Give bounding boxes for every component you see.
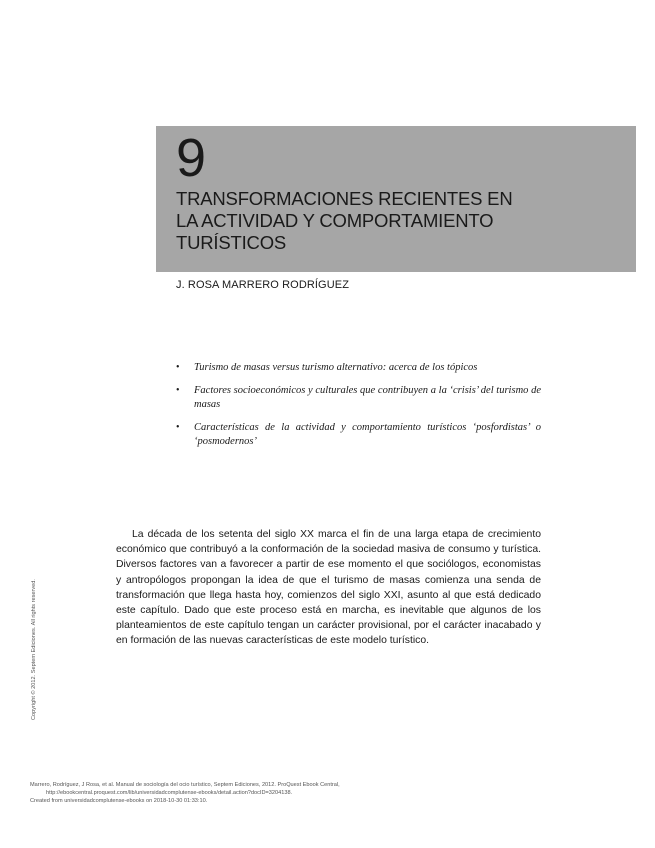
footer-url: http://ebookcentral.proquest.com/lib/universidadcomplutense-ebooks/detail.action?docID=3204138. xyxy=(46,790,293,796)
topic-text: Factores socioeconómicos y culturales que contribuyen a la ‘crisis’ del turismo de masas xyxy=(194,385,541,410)
bullet-icon: • xyxy=(176,422,180,433)
chapter-author: J. ROSA MARRERO RODRÍGUEZ xyxy=(176,279,350,291)
bullet-icon: • xyxy=(176,385,180,396)
topic-item xyxy=(176,421,541,449)
topic-text: Turismo de masas versus turismo alternativo: acerca de los tópicos xyxy=(194,362,478,373)
chapter-title-line-3: TURÍSTICOS xyxy=(176,232,287,253)
topic-item xyxy=(176,361,541,375)
footer-created: Created from universidadcomplutense-ebooks on 2018-10-30 01:33:10. xyxy=(30,798,208,804)
bullet-icon: • xyxy=(176,362,180,373)
chapter-title xyxy=(176,188,626,254)
topic-list xyxy=(176,361,541,458)
citation-footer xyxy=(30,781,340,805)
topic-item xyxy=(176,384,541,412)
chapter-number: 9 xyxy=(176,128,207,188)
body-paragraph: La década de los setenta del siglo XX marca el fin de una larga etapa de crecimiento económico que contribuyó a la conformación de la sociedad masiva de consumo y turística. Diversos factores van a favorecer a partir de ese momento el que sociólogos, economistas y antropólogos propongan la idea de que el turismo de masas comienza una senda de transformación que llega hasta hoy, comienzos del siglo XXI, asunto al que está dedicado este capítulo. Dado que este proceso está en marcha, es inevitable que algunos de los planteamientos de este capítulo tengan un carácter provisional, por el carácter inacabado y en formación de las nuevas características de este modelo turístico. xyxy=(116,529,541,647)
footer-citation: Marrero, Rodríguez, J Rosa, et al. Manual de sociología del ocio turístico, Septem Ediciones, 2012. ProQuest Ebook Central, xyxy=(30,782,340,788)
copyright-notice: Copyright © 2012. Septem Ediciones. All rights reserved. xyxy=(31,579,37,720)
chapter-title-line-2: LA ACTIVIDAD Y COMPORTAMIENTO xyxy=(176,210,494,231)
chapter-header xyxy=(156,126,636,272)
topic-text: Características de la actividad y comportamiento turísticos ‘posfordistas’ o ‘posmodernos’ xyxy=(194,422,541,447)
chapter-title-line-1: TRANSFORMACIONES RECIENTES EN xyxy=(176,188,513,209)
